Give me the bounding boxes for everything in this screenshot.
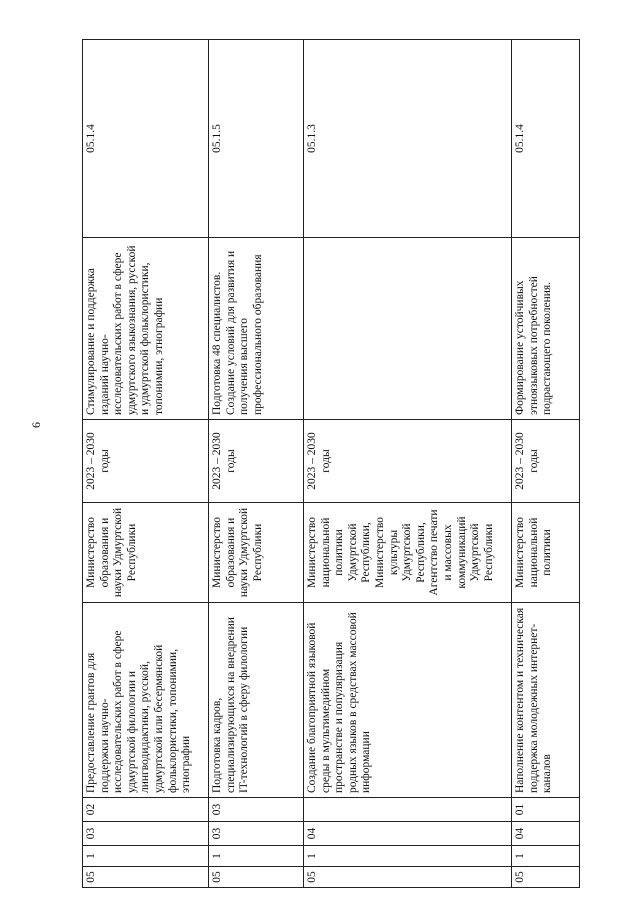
cell-code: 05.1.3 [304, 40, 512, 238]
cell-c1: 05 [83, 867, 209, 888]
cell-period: 2023 – 2030 годы [304, 420, 512, 503]
cell-executor: Министерство национальной политики [512, 503, 580, 603]
cell-c1: 05 [209, 867, 304, 888]
cell-c4: 01 [512, 798, 580, 822]
cell-period: 2023 – 2030 годы [512, 420, 580, 503]
cell-c3: 03 [209, 822, 304, 846]
cell-executor: Министерство образования и науки Удмуртской Республики [209, 503, 304, 603]
cell-c2: 1 [209, 846, 304, 867]
cell-c4: 03 [209, 798, 304, 822]
cell-c2: 1 [512, 846, 580, 867]
cell-result: Стимулирование и поддержка изданий научно-исследовательских работ в сфере удмуртского языкознания, русской и удмуртской фольклористики, топонимии, этнографии [83, 238, 209, 420]
program-table [82, 39, 580, 888]
rotated-table-container [82, 40, 582, 888]
cell-description: Подготовка кадров, специализирующихся на внедрении IT-технологий в сферу филологии [209, 603, 304, 798]
table-row [512, 40, 580, 888]
cell-code: 05.1.4 [512, 40, 580, 238]
cell-c3: 03 [83, 822, 209, 846]
cell-executor: Министерство национальной политики Удмуртской Республики, Министерство культуры Удмуртской Республики, Агентство печати и массовых коммуникаций Удмуртской Республики [304, 503, 512, 603]
cell-c1: 05 [304, 867, 512, 888]
cell-description: Создание благоприятной языковой среды в мультимедийном пространстве и популяризация родных языков в средствах массовой информации [304, 603, 512, 798]
cell-code: 05.1.4 [83, 40, 209, 238]
cell-period: 2023 – 2030 годы [83, 420, 209, 503]
cell-result [304, 238, 512, 420]
cell-c2: 1 [304, 846, 512, 867]
cell-c3: 04 [512, 822, 580, 846]
cell-c3: 04 [304, 822, 512, 846]
cell-result: Подготовка 48 специалистов. Создание условий для развития и получения высшего профессионального образования [209, 238, 304, 420]
cell-period: 2023 – 2030 годы [209, 420, 304, 503]
cell-code: 05.1.5 [209, 40, 304, 238]
page-number: 6 [29, 422, 43, 428]
cell-c4: 02 [83, 798, 209, 822]
table-row [209, 40, 304, 888]
cell-description: Наполнение контентом и техническая поддержка молодежных интернет-каналов [512, 603, 580, 798]
cell-description: Предоставление грантов для поддержки научно-исследовательских работ в сфере удмуртской филологии и лингводидактики, русской, удмуртской или бесермянской фольклористики, топонимии, этнографии [83, 603, 209, 798]
cell-executor: Министерство образования и науки Удмуртской Республики [83, 503, 209, 603]
cell-result: Формирование устойчивых этноязыковых потребностей подрастающего поколения. [512, 238, 580, 420]
cell-c2: 1 [83, 846, 209, 867]
table-row [83, 40, 209, 888]
table-row [304, 40, 512, 888]
cell-c4 [304, 798, 512, 822]
cell-c1: 05 [512, 867, 580, 888]
